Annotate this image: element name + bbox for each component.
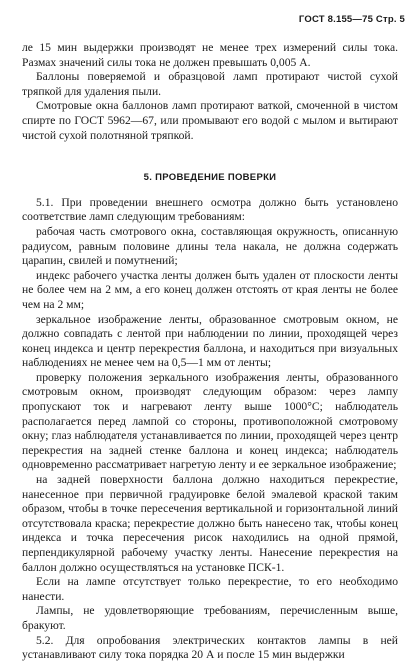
paragraph-5-1: 5.1. При проведении внешнего осмотра должно быть установлено соответствие ламп следующим требованиям:: [22, 195, 398, 224]
paragraph-5-2: 5.2. Для опробования электрических контактов лампы в ней устанавливают силу тока порядка 20 А и после 15 мин выдержки: [22, 633, 398, 662]
section-title: 5. ПРОВЕДЕНИЕ ПОВЕРКИ: [143, 172, 277, 184]
paragraph-wipe-bulbs: Баллоны поверяемой и образцовой ламп протирают чистой сухой тряпкой для удаления пыли.: [22, 70, 398, 98]
paragraph-reject: Лампы, не удовлетворяющие требованиям, перечисленным выше, бракуют.: [22, 604, 398, 632]
paragraph-crosshair: на задней поверхности баллона должно находиться перекрестие, нанесенное при первичной градуировке белой эмалевой краской таким образом, чтобы в точке пересечения вертикальной и горизонтальной линий отсутствовала краска; перекрестие должно быть нанесено так, чтобы конец индекса и точка пересечения рисок находились на одной прямой, перпендикулярной рабочему участку ленты. Нанесение перекрестия на баллон должно осуществляться на установке ПСК-1.: [22, 473, 398, 574]
paragraph-view-windows: Смотровые окна баллонов ламп протирают ваткой, смоченной в чистом спирте по ГОСТ 5962—67, или промывают его водой с мылом и вытирают чистой сухой полотняной тряпкой.: [22, 99, 398, 142]
paragraph-continuation: ле 15 мин выдержки производят не менее трех измерений силы тока. Размах значений силы тока не должен превышать 0,005 А.: [22, 41, 398, 69]
paragraph-index-requirement: индекс рабочего участка ленты должен быть удален от плоскости ленты не более чем на 2 мм, а его конец должен отстоять от края ленты не более чем на 2 мм;: [22, 268, 398, 311]
page-header: ГОСТ 8.155—75 Стр. 5: [298, 14, 405, 25]
paragraph-window-requirement: рабочая часть смотрового окна, составляющая окружность, описанную радиусом, равным половине длины тела накала, не должна содержать царапин, свилей и помутнений;: [22, 224, 398, 268]
paragraph-check-procedure: проверку положения зеркального изображения ленты, образованного смотровым окном, производят следующим образом: через лампу пропускают ток и нагревают ленту выше 1000°С; наблюдатель располагается перед лампой со стороны, противоположной смотровому окну; глаз наблюдателя устанавливается по линии, проходящей через центр перекрестия на задней стенке баллона и конец индекса; наблюдатель одновременно рассматривает нагретую ленту и ее зеркальное изображение;: [22, 370, 398, 472]
paragraph-crosshair-missing: Если на лампе отсутствует только перекрестие, то его необходимо нанести.: [22, 575, 398, 603]
document-body: [22, 41, 398, 663]
paragraph-mirror-image: зеркальное изображение ленты, образованное смотровым окном, не должно совпадать с лентой при наблюдении по линии, проходящей через конец индекса и центр перекрестия баллона, и находиться при визуальных наблюдениях не менее чем на 0,5—1 мм от ленты;: [22, 312, 398, 370]
